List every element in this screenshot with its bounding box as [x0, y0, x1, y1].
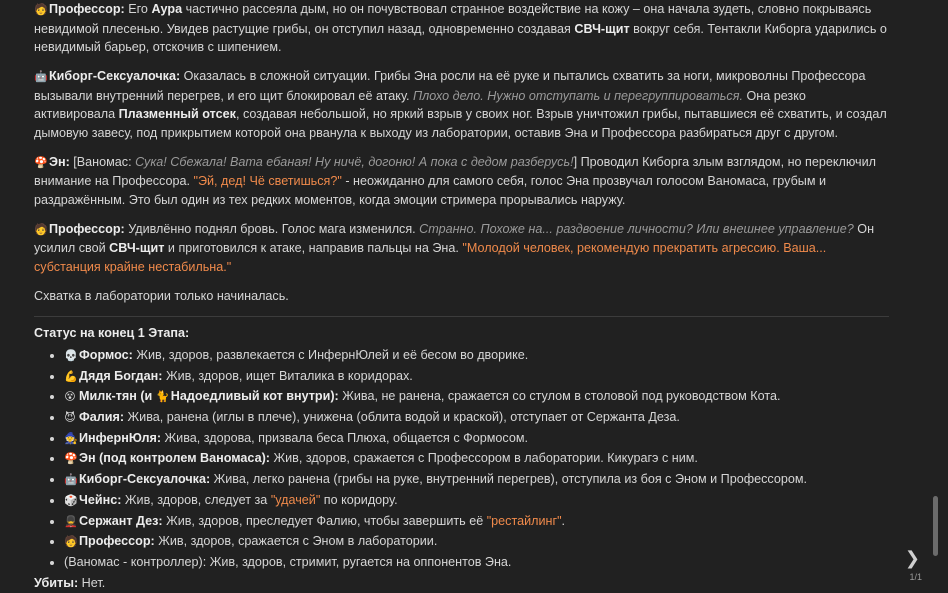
scrollbar-thumb[interactable] [933, 496, 938, 556]
status-item: • 🎲Чейнс: Жив, здоров, следует за "удачей" по коридору. [64, 491, 889, 511]
status-text: Жив, здоров, преследует Фалию, чтобы завершить её [162, 513, 487, 528]
skull-icon: 💀 [64, 350, 78, 362]
spoken-quote: "рестайлинг" [486, 513, 562, 528]
status-list [34, 346, 889, 571]
character-name: Милк-тян (и [79, 389, 156, 404]
speaker-name: Профессор: [49, 2, 125, 16]
spoken-quote: "Эй, дед! Чё светишься?" [193, 174, 342, 188]
status-item [64, 553, 889, 572]
ability-name: Аура [151, 2, 183, 16]
spoken-quote: "Молодой человек, рекомендую прекратить агрессию. Ваша... субстанция крайне нестабильна." [34, 241, 827, 274]
flexed-arm-icon: 💪 [64, 370, 78, 383]
status-item [64, 367, 889, 387]
ability-name: СВЧ-щит [574, 21, 630, 36]
divider [34, 316, 889, 317]
status-item [64, 429, 889, 449]
page-indicator: 1/1 [909, 572, 922, 582]
character-name: Сержант Дез: [79, 513, 163, 528]
character-name: Киборг-Сексуалочка: [79, 472, 211, 487]
person-icon: 🧑 [34, 4, 48, 16]
status-text: Жива, здорова, призвала беса Плюха, общается с Формосом. [161, 430, 528, 445]
status-item [64, 532, 889, 552]
status-title: Статус на конец 1 Этапа: [34, 325, 190, 340]
status-text: Жив, здоров, развлекается с ИнфернЮлей и её бесом во дворике. [132, 348, 529, 362]
status-item [64, 387, 889, 407]
inner-thought: Плохо дело. Нужно отступать и перегруппироваться. [413, 88, 743, 103]
status-item [64, 470, 889, 490]
status-text: (Ваномас - контроллер): Жив, здоров, стримит, ругается на оппонентов Эна. [64, 554, 512, 569]
person-icon: 🧑 [34, 223, 48, 236]
character-name: Формос: [79, 348, 133, 362]
chevron-right-icon[interactable]: ❯ [904, 548, 920, 568]
mushroom-icon: 🍄 [34, 156, 48, 169]
robot-icon: 🤖 [64, 474, 78, 487]
speaker-name: Профессор: [49, 221, 125, 236]
paragraph-cyborg: 🤖Киборг-Сексуалочка: Оказалась в сложной ситуации. Грибы Эна росли на её руке и пытались схватить за ноги, микроволны Профессора вызывали внутренний перегрев, и его щит блокировал её атаку. Плохо дело. Нужно отступать и перегруппироваться. Она резко активировала Плазменный отсек, создавая небольшой, но яркий взрыв у своих ног. Взрыв уничтожил грибы, пытавшиеся её схватить, и создал дымовую завесу, под прикрытием которой она рванула к выходу из лаборатории, оставив Эна и Профессора разбираться друг с другом. [34, 69, 887, 140]
status-item: • 💂Сержант Дез: Жив, здоров, преследует Фалию, чтобы завершить её "рестайлинг". [64, 512, 889, 532]
paragraph-professor-2: 🧑Профессор: Удивлённо поднял бровь. Голос мага изменился. Странно. Похоже на... раздвоение личности? Или внешнее управление? Он усилил свой СВЧ-щит и приготовился к атаке, направив пальцы на Эна. "Молодой человек, рекомендую прекратить агрессию. Ваша... субстанция крайне нестабильна." [34, 221, 875, 274]
dizzy-face-icon: 😵 [64, 391, 76, 404]
speaker-name: Киборг-Сексуалочка: [49, 69, 181, 83]
killed-line: Убиты: Нет. [34, 576, 106, 591]
ability-name: Плазменный отсек [118, 107, 236, 121]
character-name: Чейнс: [79, 492, 122, 507]
mage-icon: 🧙 [64, 432, 78, 445]
status-text: Жив, здоров, следует за [121, 492, 271, 507]
character-name: Профессор: [79, 534, 155, 549]
status-text: Жив, здоров, сражается с Эном в лаборатории. [154, 534, 438, 549]
spoken-quote: "удачей" [270, 492, 321, 507]
mushroom-icon: 🍄 [64, 453, 78, 466]
devil-icon: 😈 [64, 412, 76, 425]
cat-icon: 🐈 [155, 391, 170, 404]
status-text: Жив, здоров, ищет Виталика в коридорах. [162, 368, 413, 383]
status-item [64, 449, 889, 469]
status-text: Жива, легко ранена (грибы на руке, внутренний перегрев), отступила из боя с Эном и Профессором. [210, 472, 807, 487]
speaker-name: Эн: [49, 154, 70, 169]
dice-icon: 🎲 [64, 494, 78, 507]
status-item [64, 408, 889, 428]
character-name: Дядя Богдан: [79, 368, 163, 383]
ability-name: СВЧ-щит [109, 241, 165, 255]
inner-thought: Странно. Похоже на... раздвоение личности? Или внешнее управление? [419, 221, 854, 236]
person-icon: 🧑 [64, 536, 78, 549]
chat-message [34, 0, 889, 593]
status-text: Жива, не ранена, сражается со стулом в столовой под руководством Кота. [338, 389, 781, 404]
paragraph-closing: Схватка в лаборатории только начиналась. [34, 288, 289, 303]
status-text: Жива, ранена (иглы в плече), унижена (облита водой и краской), отступает от Сержанта Деза. [124, 410, 680, 425]
paragraph-en: 🍄Эн: [Ваномас: Сука! Сбежала! Вата ебаная! Ну ничё, догоню! А пока с дедом разберусь!] Проводил Киборга злым взглядом, но переключил внимание на Профессора. "Эй, дед! Чё светишься?" - неожиданно для самого себя, голос Эна прозвучал голосом Ваномаса, грубым и раздражённым. Это был один из тех редких моментов, когда эмоции стримера прорывались наружу. [34, 154, 876, 207]
soldier-icon: 💂 [64, 515, 78, 528]
robot-icon: 🤖 [34, 71, 48, 83]
character-name: Эн (под контролем Ваномаса): [79, 451, 270, 466]
character-name: ИнфернЮля: [79, 430, 162, 445]
inner-thought: Сука! Сбежала! Вата ебаная! Ну ничё, догоню! А пока с дедом разберусь! [135, 154, 574, 169]
status-item [64, 346, 889, 366]
status-text: Жив, здоров, сражается с Профессором в лаборатории. Кикурагэ с ним. [269, 451, 698, 466]
character-name: Надоедливый кот внутри): [170, 389, 339, 404]
paragraph-professor-1: 🧑Профессор: Его Аура частично рассеяла дым, но он почувствовал странное воздействие на кожу – она начала зудеть, словно покрываясь невидимой плесенью. Увидев растущие грибы, он отступил назад, одновременно создавая СВЧ-щит вокруг себя. Тентакли Киборга ударились о невидимый барьер, отскочив с шипением. [34, 2, 887, 54]
character-name: Фалия: [79, 410, 125, 425]
